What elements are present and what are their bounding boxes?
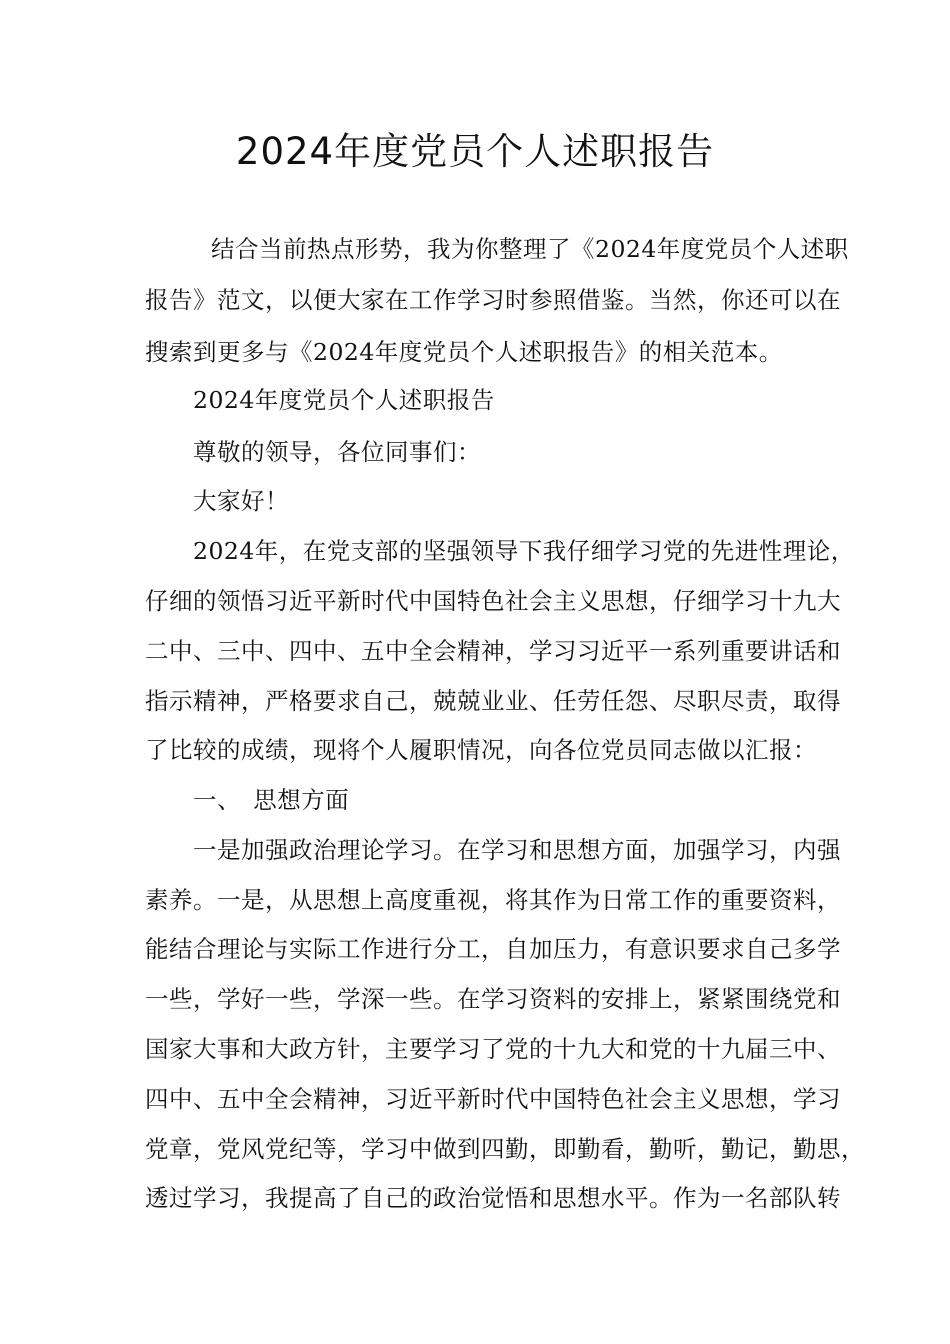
body-line-3: 搜索到更多与《2024年度党员个人述职报告》的相关范本。 — [145, 338, 783, 366]
body-line-7: 2024年，在党支部的坚强领导下我仔细学习党的先进性理论， — [145, 537, 855, 565]
body-line-1: 结合当前热点形势，我为你整理了《2024年度党员个人述职 — [187, 235, 849, 263]
body-line-16: 一些，学好一些，学深一些。在学习资料的安排上，紧紧围绕党和 — [145, 985, 841, 1013]
body-line-10: 指示精神，严格要求自己，兢兢业业、任劳任怨、尽职尽责，取得 — [145, 687, 841, 715]
body-line-15: 能结合理论与实际工作进行分工，自加压力，有意识要求自己多学 — [145, 935, 841, 963]
body-line-9: 二中、三中、四中、五中全会精神，学习习近平一系列重要讲话和 — [145, 637, 841, 665]
body-line-18: 四中、五中全会精神，习近平新时代中国特色社会主义思想，学习 — [145, 1085, 841, 1113]
body-line-6: 大家好！ — [145, 487, 289, 515]
body-line-5: 尊敬的领导，各位同事们： — [145, 438, 481, 466]
body-line-13: 一是加强政治理论学习。在学习和思想方面，加强学习，内强 — [145, 836, 841, 864]
body-line-20: 透过学习，我提高了自己的政治觉悟和思想水平。作为一名部队转 — [145, 1184, 841, 1212]
body-line-19: 党章，党风党纪等，学习中做到四勤，即勤看，勤听，勤记，勤思， — [145, 1135, 865, 1163]
body-line-14: 素养。一是，从思想上高度重视，将其作为日常工作的重要资料， — [145, 886, 841, 914]
body-line-11: 了比较的成绩，现将个人履职情况，向各位党员同志做以汇报： — [145, 736, 817, 764]
body-line-4: 2024年度党员个人述职报告 — [145, 386, 495, 414]
section-heading: 一、 思想方面 — [145, 786, 350, 814]
body-line-2: 报告》范文，以便大家在工作学习时参照借鉴。当然，你还可以在 — [145, 286, 841, 314]
body-line-8: 仔细的领悟习近平新时代中国特色社会主义思想，仔细学习十九大 — [145, 587, 841, 615]
body-line-17: 国家大事和大政方针，主要学习了党的十九大和党的十九届三中、 — [145, 1035, 841, 1063]
document-title: 2024年度党员个人述职报告 — [235, 130, 715, 173]
